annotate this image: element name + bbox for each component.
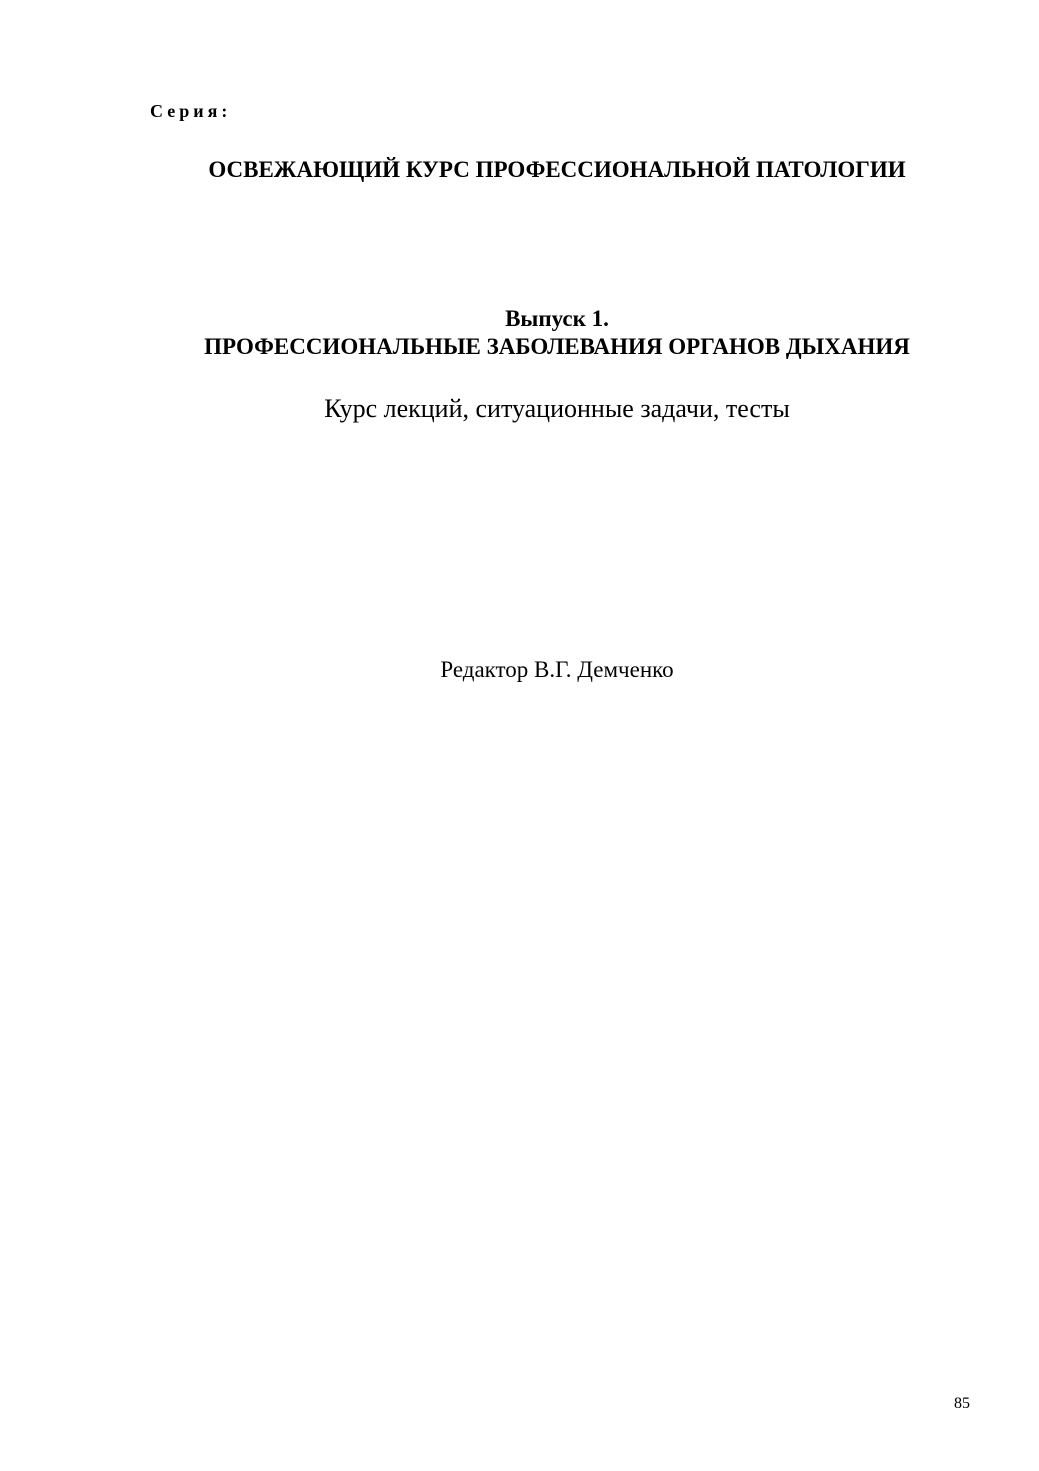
editor-credit: Редактор В.Г. Демченко xyxy=(440,657,674,682)
issue-title: ПРОФЕССИОНАЛЬНЫЕ ЗАБОЛЕВАНИЯ ОРГАНОВ ДЫХАНИЯ xyxy=(204,334,910,359)
series-label: Серия: xyxy=(150,101,232,121)
page-number: 85 xyxy=(954,1395,970,1412)
series-title: ОСВЕЖАЮЩИЙ КУРС ПРОФЕССИОНАЛЬНОЙ ПАТОЛОГИИ xyxy=(208,157,906,182)
issue-number: Выпуск 1. xyxy=(505,306,609,331)
subtitle: Курс лекций, ситуационные задачи, тесты xyxy=(324,394,790,423)
